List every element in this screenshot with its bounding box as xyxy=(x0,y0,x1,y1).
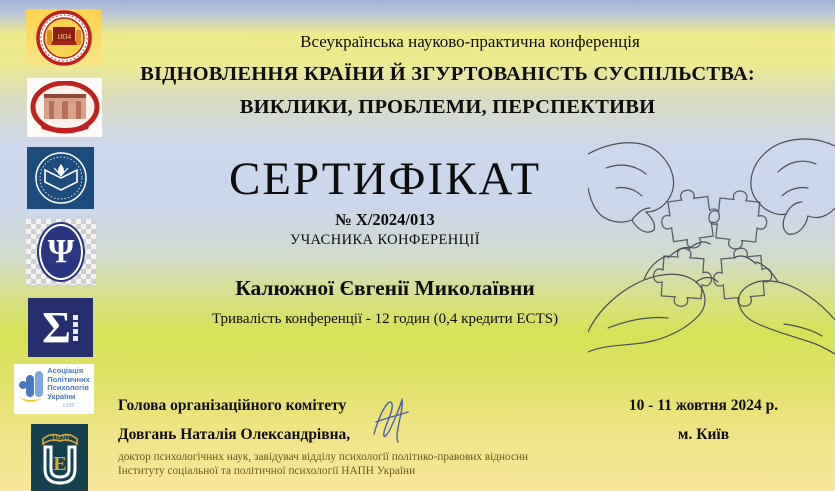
hand-sketch-top-right xyxy=(751,139,835,234)
psi-icon: Ψ xyxy=(47,233,75,270)
conference-duration: Тривалість конференції - 12 годин (0,4 кредити ECTS) xyxy=(211,311,559,327)
ue-emblem-icon xyxy=(35,427,85,489)
association-text xyxy=(47,367,90,411)
association-line: Політичних xyxy=(47,374,90,384)
conference-title xyxy=(60,58,835,124)
political-psychologists-association-logo xyxy=(14,364,94,414)
association-line: Психологів xyxy=(47,383,89,393)
university-1920-logo xyxy=(31,424,88,491)
knu-year-text: 1834 xyxy=(56,32,71,41)
association-year: 1995 xyxy=(62,403,75,410)
conference-title-line1: ВІДНОВЛЕННЯ КРАЇНИ Й ЗГУРТОВАНІСТЬ СУСПІЛЬСТВА: xyxy=(140,63,755,85)
conference-title-line2: ВИКЛИКИ, ПРОБЛЕМИ, ПЕРСПЕКТИВИ xyxy=(239,96,656,118)
event-dates: 10 - 11 жовтня 2024 р. xyxy=(628,397,779,414)
committee-role-label: Голова організаційного комітету xyxy=(118,397,347,414)
credentials-line2: Інституту соціальної та політичної психології НАПН України xyxy=(118,464,416,477)
conference-type: Всеукраїнська науково-практична конференція xyxy=(300,32,640,51)
signatory-name: Довгань Наталія Олександрівна, xyxy=(118,426,351,443)
event-date-block xyxy=(586,397,821,444)
association-line: Асоціація xyxy=(47,366,84,376)
association-figures-icon xyxy=(18,369,44,409)
political-psychology-institute-logo xyxy=(26,219,96,285)
signatory-credentials xyxy=(118,451,548,478)
pedagogical-academy-logo xyxy=(27,147,94,209)
certificate-heading: СЕРТИФІКАТ xyxy=(228,153,542,205)
hands-puzzle-sketch xyxy=(588,128,835,375)
ue-letter-text: Е xyxy=(52,452,67,475)
credentials-line1: доктор психологічних наук, завідувач відділу психології політико-правових відносин xyxy=(118,451,529,463)
hand-sketch-top-left xyxy=(588,143,674,232)
signature-ink xyxy=(362,390,422,446)
certificate-number: № Х/2024/013 xyxy=(335,210,435,229)
sigma-logo xyxy=(28,298,93,357)
academy-book-seal-icon xyxy=(32,150,90,206)
psi-oval xyxy=(39,224,83,280)
event-location: м. Київ xyxy=(677,426,730,443)
sigma-side-marks-icon xyxy=(73,315,79,341)
certificate-subtitle: УЧАСНИКА КОНФЕРЕНЦІЇ xyxy=(290,232,480,248)
sigma-icon: Σ xyxy=(42,302,71,352)
association-line: України xyxy=(47,391,76,401)
ue-year-text: 1920 xyxy=(50,433,69,443)
recipient-name: Калюжної Євгенії Миколаївни xyxy=(235,276,535,300)
